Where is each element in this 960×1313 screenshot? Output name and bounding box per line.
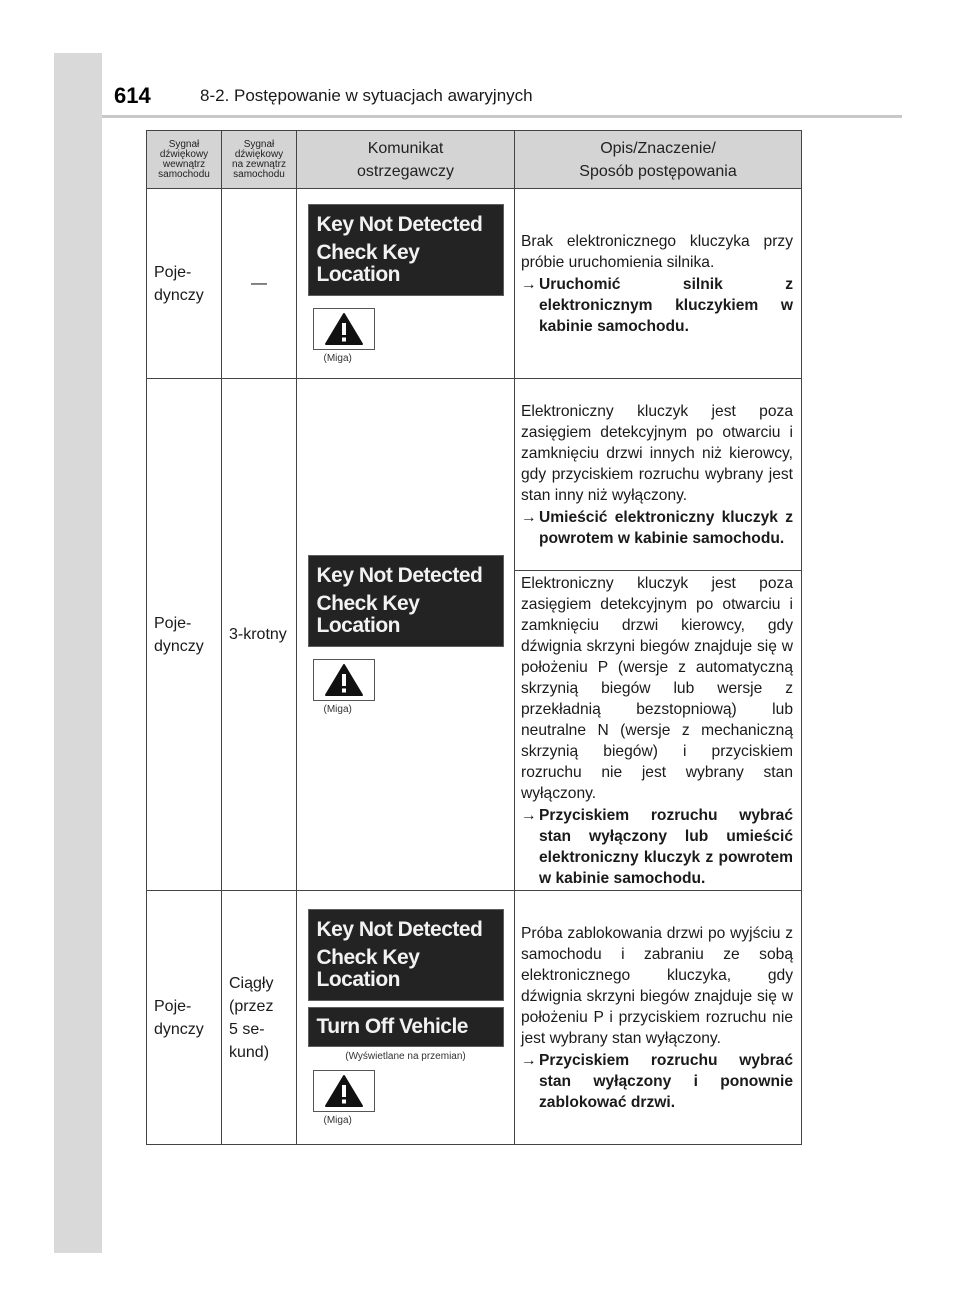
header-buzzer-outside: Sygnał dźwiękowy na zewnątrz samochodu — [222, 131, 297, 189]
side-tab-bar — [54, 53, 102, 1253]
description-cell: Próba zablokowania drzwi po wyjściu z samochodu i zabraniu ze sobą elektronicznego kluczyka, gdy dźwignia skrzyni biegów znajduje się w położeniu P i przyciskiem rozruchu nie jest wybrany stan wyłączony. → Przyciskiem rozruchu wybrać stan wyłączony i ponownie zablokować drzwi. — [515, 891, 802, 1145]
arrow-icon: → — [521, 275, 537, 293]
page-number: 614 — [114, 83, 151, 108]
table-row — [147, 891, 802, 1145]
buzzer-inside-cell: Poje- dynczy — [147, 189, 222, 379]
description-cell: Elektroniczny kluczyk jest poza zasięgiem detekcyjnym po otwarciu i zamknięciu drzwi kierowcy, gdy dźwignia skrzyni biegów znajduje się w położeniu P (wersje z automatyczną skrzynią biegów lub wersje z przekładnią bezstopniową) lub neutralne N (wersje z mechaniczną skrzynią biegów) i przyciskiem rozruchu nie jest wybrany stan wyłączony. → Przyciskiem rozruchu wybrać stan wyłączony lub umieścić elektroniczny kluczyk z powrotem w kabinie samochodu. — [515, 571, 802, 891]
buzzer-outside-cell: 3-krotny — [222, 379, 297, 891]
header-rule — [102, 115, 902, 118]
description-cell: Elektroniczny kluczyk jest poza zasięgiem detekcyjnym po otwarciu i zamknięciu drzwi innych niż kierowcy, gdy przyciskiem rozruchu wybrany jest stan inny niż wyłączony. → Umieścić elektroniczny kluczyk z powrotem w kabinie samochodu. — [515, 379, 802, 571]
buzzer-inside-cell: Poje- dynczy — [147, 891, 222, 1145]
alternate-note: (Wyświetlane na przemian) — [345, 1051, 466, 1062]
blink-note: (Miga) — [323, 703, 352, 715]
header-buzzer-inside: Sygnał dźwiękowy wewnątrz samochodu — [147, 131, 222, 189]
blink-note: (Miga) — [323, 352, 352, 364]
display-turn-off-vehicle: Turn Off Vehicle — [308, 1007, 504, 1047]
display-key-not-detected: Key Not Detected Check Key Location — [308, 204, 504, 296]
header-description: Opis/Znaczenie/ Sposób postępowania — [515, 131, 802, 189]
header-message: Komunikat ostrzegawczy — [297, 131, 515, 189]
buzzer-outside-cell: Ciągły (przez 5 se- kund) — [222, 891, 297, 1145]
warning-triangle-icon — [313, 659, 375, 701]
display-key-not-detected: Key Not Detected Check Key Location — [308, 555, 504, 647]
buzzer-outside-cell: — — [222, 189, 297, 379]
description-cell: Brak elektronicznego kluczyka przy próbie uruchomienia silnika. → Uruchomić silnik z elektronicznym kluczykiem w kabinie samochodu. — [515, 189, 802, 379]
arrow-icon: → — [521, 1051, 537, 1069]
buzzer-inside-cell: Poje- dynczy — [147, 379, 222, 891]
warning-table — [146, 130, 802, 1145]
warning-triangle-icon — [313, 1070, 375, 1112]
arrow-icon: → — [521, 508, 537, 526]
message-cell — [297, 189, 515, 379]
message-cell — [297, 379, 515, 891]
arrow-icon: → — [521, 806, 537, 824]
section-title: 8-2. Postępowanie w sytuacjach awaryjnych — [200, 86, 533, 105]
blink-note: (Miga) — [323, 1115, 352, 1126]
display-key-not-detected: Key Not Detected Check Key Location — [308, 909, 504, 1001]
message-cell — [297, 891, 515, 1145]
warning-triangle-icon — [313, 308, 375, 350]
table-row — [147, 189, 802, 379]
table-row — [147, 379, 802, 571]
